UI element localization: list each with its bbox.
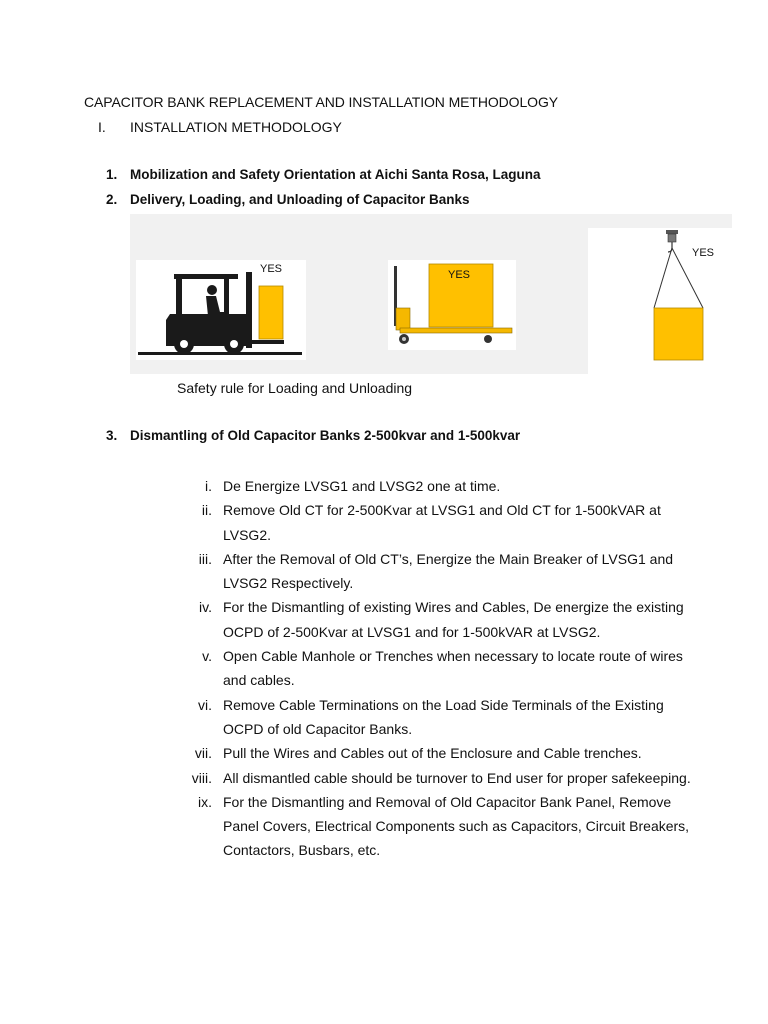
substep-number: vi. [198, 696, 212, 713]
yes-label: YES [260, 263, 283, 275]
substep-number: ix. [198, 793, 212, 810]
yes-label: YES [448, 269, 471, 281]
yes-label: YES [692, 247, 715, 259]
step-number: 2. [106, 192, 118, 207]
list-item [160, 741, 700, 765]
substep-number: ii. [201, 502, 212, 519]
list-item [160, 766, 700, 790]
substep-text: Remove Old CT for 2-500Kvar at LVSG1 and Old CT for 1-500kVAR at LVSG2. [223, 502, 661, 543]
crane-lift-panel [588, 228, 732, 374]
ground-line [138, 352, 302, 355]
substep-text: De Energize LVSG1 and LVSG2 one at time. [223, 478, 501, 494]
dismantling-substeps-list [160, 474, 700, 863]
substep-number: iii. [198, 550, 212, 567]
pallet-jack-illustration [388, 260, 516, 350]
loading-safety-figure [130, 214, 732, 374]
step-heading: Delivery, Loading, and Unloading of Capacitor Banks [130, 192, 470, 207]
list-item [160, 547, 700, 596]
list-item [160, 474, 700, 498]
step-heading: Dismantling of Old Capacitor Banks 2-500kvar and 1-500kvar [130, 428, 521, 443]
step-heading: Mobilization and Safety Orientation at Aichi Santa Rosa, Laguna [130, 167, 541, 182]
crane-lift-illustration [588, 228, 732, 374]
step-number: 1. [106, 167, 118, 182]
forklift-panel [136, 260, 306, 360]
substep-text: Open Cable Manhole or Trenches when necessary to locate route of wires and cables. [223, 648, 683, 689]
substep-text: All dismantled cable should be turnover to End user for proper safekeeping. [223, 769, 691, 786]
substep-number: viii. [191, 769, 212, 786]
list-item [160, 693, 700, 742]
document-title: CAPACITOR BANK REPLACEMENT AND INSTALLATION METHODOLOGY [84, 94, 558, 110]
list-item [160, 790, 700, 863]
capacitor-box [654, 308, 703, 360]
substep-number: v. [202, 648, 212, 665]
step-number: 3. [106, 428, 118, 443]
substep-number: iv. [199, 599, 212, 616]
substep-text: For the Dismantling and Removal of Old Capacitor Bank Panel, Remove Panel Covers, Electrical Components such as Capacitors, Circuit Breakers, Contactors, Busbars, etc. [223, 793, 690, 859]
pallet-jack-panel [388, 260, 516, 350]
figure-caption: Safety rule for Loading and Unloading [177, 380, 413, 396]
substep-text: Pull the Wires and Cables out of the Enclosure and Cable trenches. [223, 745, 642, 762]
list-item [160, 595, 700, 644]
substep-number: vii. [194, 745, 212, 762]
capacitor-box [259, 286, 283, 339]
substep-number: i. [205, 478, 212, 494]
section-number: I. [98, 119, 106, 135]
list-item [160, 644, 700, 693]
list-item [160, 498, 700, 547]
section-heading: INSTALLATION METHODOLOGY [130, 119, 342, 135]
substep-text: Remove Cable Terminations on the Load Side Terminals of the Existing OCPD of old Capacitor Banks. [223, 696, 664, 737]
substep-text: After the Removal of Old CT’s, Energize the Main Breaker of LVSG1 and LVSG2 Respectively. [223, 550, 674, 592]
substep-text: For the Dismantling of existing Wires and Cables, De energize the existing OCPD of 2-500Kvar at LVSG1 and for 1-500kVAR at LVSG2. [223, 599, 684, 640]
forklift-illustration [136, 260, 306, 360]
